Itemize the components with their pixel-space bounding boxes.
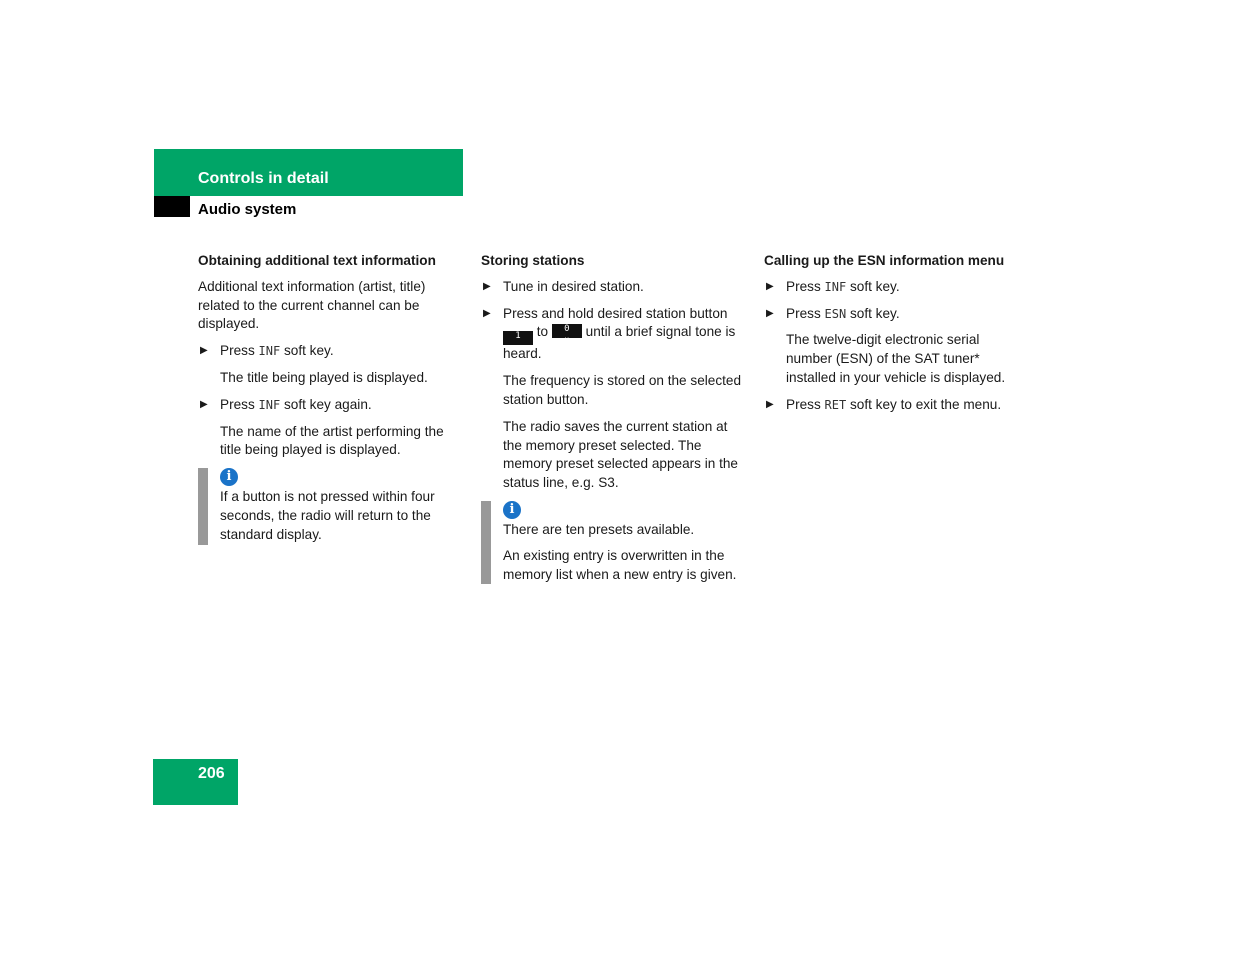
result-artist-displayed: The name of the artist performing the title being played is displayed. [220, 423, 444, 458]
subsection-marker [154, 196, 190, 217]
note-text: An existing entry is overwritten in the memory list when a new entry is given. [503, 547, 737, 582]
step-press-esn: ▶ Press ESN soft key. [764, 305, 1026, 324]
section-title: Controls in detail [198, 170, 329, 187]
result-title-displayed: The title being played is displayed. [220, 369, 428, 385]
heading-esn-menu: Calling up the ESN information menu [764, 253, 1005, 268]
step-press-inf: ▶ Press INF soft key. [764, 278, 1026, 297]
softkey-inf: INF [258, 397, 281, 412]
note-bar [481, 501, 491, 584]
step-hold-station-button: ▶ Press and hold desired station button 1 to 0 ␣ until a brief signal tone is heard. [483, 305, 736, 362]
softkey-ret: RET [824, 397, 847, 412]
heading-storing-stations: Storing stations [481, 253, 585, 268]
step-press-inf: ▶ Press INF soft key. [198, 342, 460, 361]
step-press-inf-again: ▶ Press INF soft key again. [198, 396, 460, 415]
softkey-esn: ESN [824, 306, 847, 321]
column-esn-menu [764, 252, 1026, 423]
subsection-title: Audio system [198, 201, 297, 218]
step-press-ret: ▶ Press RET soft key to exit the menu. [764, 396, 1026, 415]
page-number-box [153, 759, 238, 805]
heading-text-information: Obtaining additional text information [198, 253, 436, 268]
bullet-arrow-icon: ▶ [766, 280, 774, 292]
note-bar [198, 468, 208, 544]
bullet-arrow-icon: ▶ [766, 307, 774, 319]
station-key-1: 1 [503, 331, 533, 345]
note-text: There are ten presets available. [503, 521, 695, 537]
station-key-0: 0 ␣ [552, 324, 582, 338]
column-text-information [198, 252, 460, 545]
info-note [481, 501, 749, 584]
bullet-arrow-icon: ▶ [483, 307, 491, 319]
info-icon: i [503, 501, 521, 519]
info-icon: i [220, 468, 238, 486]
bullet-arrow-icon: ▶ [200, 398, 208, 410]
column-storing-stations [481, 252, 749, 584]
bullet-arrow-icon: ▶ [483, 280, 491, 292]
page-number: 206 [198, 765, 225, 782]
softkey-inf: INF [824, 279, 847, 294]
note-text: If a button is not pressed within four seconds, the radio will return to the standard display. [220, 489, 435, 542]
result-preset-saved: The radio saves the current station at the memory preset selected. The memory preset selected appears in the status line, e.g. S3. [503, 418, 738, 491]
step-tune-station: ▶ Tune in desired station. [481, 278, 749, 297]
info-note [198, 468, 460, 544]
softkey-inf: INF [258, 344, 281, 359]
result-frequency-stored: The frequency is stored on the selected station button. [503, 373, 742, 407]
result-esn-displayed: The twelve-digit electronic serial number (ESN) of the SAT tuner* installed in your vehicle is displayed. [786, 332, 1006, 385]
intro-text: Additional text information (artist, title) related to the current channel can be displayed. [198, 278, 426, 332]
bullet-arrow-icon: ▶ [200, 345, 208, 357]
bullet-arrow-icon: ▶ [766, 398, 774, 410]
